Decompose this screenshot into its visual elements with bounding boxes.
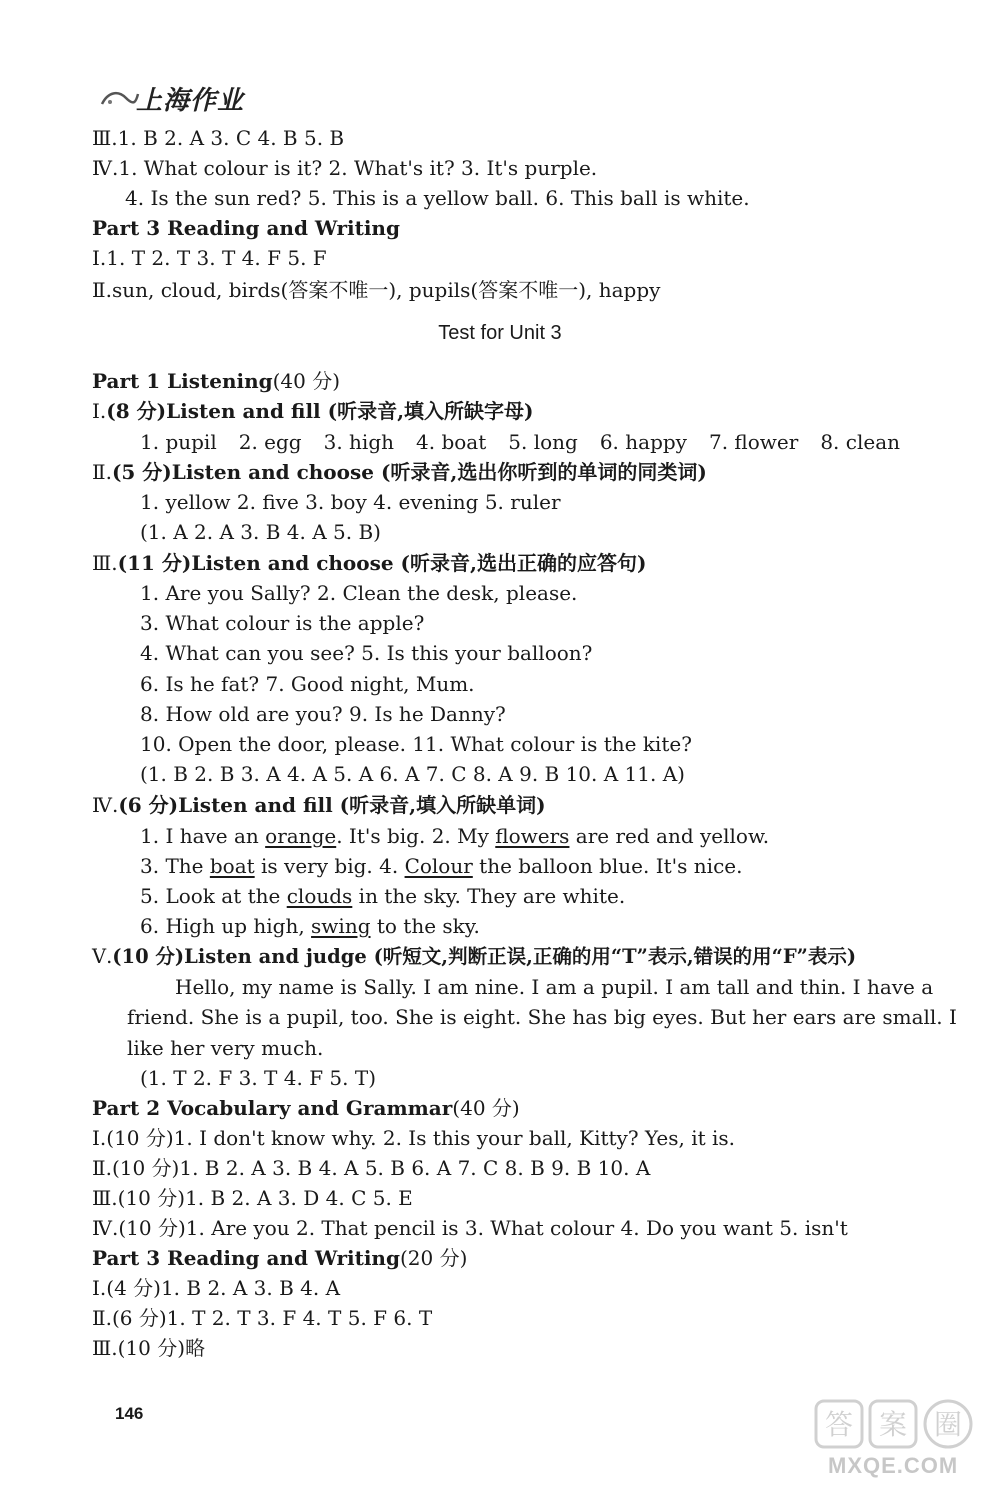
- passage-line: friend. She is a pupil, too. She is eight. She has big eyes. But her ears are small. I: [127, 1005, 957, 1029]
- answer-line: 1. yellow 2. five 3. boy 4. evening 5. ruler: [140, 490, 561, 514]
- part-heading: Part 3 Reading and Writing(20 分): [92, 1246, 468, 1270]
- answer-line: 8. How old are you? 9. Is he Danny?: [140, 702, 506, 726]
- fill-letter-item: 6. happy: [599, 430, 687, 454]
- fill-letter-item: 4. boat: [416, 430, 487, 454]
- answer-line: Ⅳ.(10 分)1. Are you 2. That pencil is 3. What colour 4. Do you want 5. isn't: [92, 1216, 848, 1240]
- watermark-logo-icon: [810, 1395, 980, 1455]
- wm-char-2: 案: [878, 1408, 908, 1441]
- fill-letter-item: 1. pupil: [140, 430, 217, 454]
- answer-line: 3. The boat is very big. 4. Colour the balloon blue. It's nice.: [140, 854, 743, 878]
- answer-line: 5. Look at the clouds in the sky. They are white.: [140, 884, 626, 908]
- answer-line: 6. High up high, swing to the sky.: [140, 914, 480, 938]
- fill-word: flowers: [495, 824, 570, 848]
- series-logo: [100, 76, 300, 118]
- question-heading: Ⅲ.(11 分)Listen and choose (听录音,选出正确的应答句): [92, 551, 647, 575]
- fill-letter-item: 7. flower: [708, 430, 799, 454]
- question-heading: Ⅳ.(6 分)Listen and fill (听录音,填入所缺单词): [92, 793, 546, 817]
- answer-line: (1. A 2. A 3. B 4. A 5. B): [140, 520, 381, 544]
- fill-letter-item: 8. clean: [820, 430, 901, 454]
- wm-char-1: 答: [824, 1408, 854, 1441]
- fill-letter-item: 2. egg: [238, 430, 302, 454]
- answer-line: Ⅰ.(4 分)1. B 2. A 3. B 4. A: [92, 1276, 341, 1300]
- logo-swirl-icon: [100, 86, 140, 108]
- page-number: 146: [115, 1404, 144, 1423]
- fill-letter-item: 5. long: [508, 430, 578, 454]
- fill-word: clouds: [286, 884, 353, 908]
- logo-text: 上海作业: [136, 86, 245, 116]
- answer-line: 1. Are you Sally? 2. Clean the desk, please.: [140, 581, 578, 605]
- fill-word: orange: [265, 824, 337, 848]
- fill-word: boat: [209, 854, 255, 878]
- part-heading: Part 1 Listening(40 分): [92, 369, 341, 393]
- answer-line: (1. T 2. F 3. T 4. F 5. T): [140, 1066, 377, 1090]
- question-heading: Ⅱ.(5 分)Listen and choose (听录音,选出你听到的单词的同类词): [92, 460, 707, 484]
- answer-line: 4. Is the sun red? 5. This is a yellow ball. 6. This ball is white.: [125, 186, 750, 210]
- question-heading: Ⅴ.(10 分)Listen and judge (听短文,判断正误,正确的用“T”表示,错误的用“F”表示): [92, 945, 857, 968]
- answer-line: 1. I have an orange. It's big. 2. My flowers are red and yellow.: [140, 824, 770, 848]
- question-heading: Ⅰ.(8 分)Listen and fill (听录音,填入所缺字母): [92, 399, 534, 423]
- answer-line: Ⅳ.1. What colour is it? 2. What's it? 3. It's purple.: [92, 156, 598, 180]
- watermark-url: MXQE.COM: [828, 1453, 959, 1478]
- watermark: [810, 1395, 980, 1480]
- answer-line: 10. Open the door, please. 11. What colour is the kite?: [140, 732, 692, 756]
- fill-word: Colour: [404, 854, 473, 878]
- answer-line: Ⅰ.(10 分)1. I don't know why. 2. Is this your ball, Kitty? Yes, it is.: [92, 1126, 736, 1150]
- answer-line: Ⅲ.1. B 2. A 3. C 4. B 5. B: [92, 126, 345, 150]
- wm-char-3: 圈: [933, 1408, 963, 1441]
- answer-line: Ⅲ.(10 分)略: [92, 1336, 206, 1360]
- section-title: Test for Unit 3: [438, 322, 562, 344]
- fill-letter-item: 3. high: [323, 430, 395, 454]
- answer-line: (1. B 2. B 3. A 4. A 5. A 6. A 7. C 8. A 9. B 10. A 11. A): [140, 762, 685, 786]
- passage-line: like her very much.: [127, 1036, 324, 1060]
- answer-line: Ⅲ.(10 分)1. B 2. A 3. D 4. C 5. E: [92, 1186, 413, 1210]
- passage-line: Hello, my name is Sally. I am nine. I am a pupil. I am tall and thin. I have a: [175, 975, 934, 999]
- answer-line: 3. What colour is the apple?: [140, 611, 425, 635]
- answer-line: Ⅰ.1. T 2. T 3. T 4. F 5. F: [92, 246, 327, 270]
- answer-line: Ⅱ.(6 分)1. T 2. T 3. F 4. T 5. F 6. T: [92, 1306, 433, 1330]
- fill-word: swing: [311, 914, 371, 938]
- answer-line: Ⅱ.(10 分)1. B 2. A 3. B 4. A 5. B 6. A 7. C 8. B 9. B 10. A: [92, 1156, 651, 1180]
- answer-line: [140, 430, 900, 454]
- answer-line: 6. Is he fat? 7. Good night, Mum.: [140, 672, 475, 696]
- part-heading: Part 2 Vocabulary and Grammar(40 分): [92, 1096, 520, 1120]
- part-heading: Part 3 Reading and Writing: [92, 216, 400, 240]
- answer-line: 4. What can you see? 5. Is this your balloon?: [140, 641, 593, 665]
- answer-line: Ⅱ.sun, cloud, birds(答案不唯一), pupils(答案不唯一), happy: [92, 278, 661, 302]
